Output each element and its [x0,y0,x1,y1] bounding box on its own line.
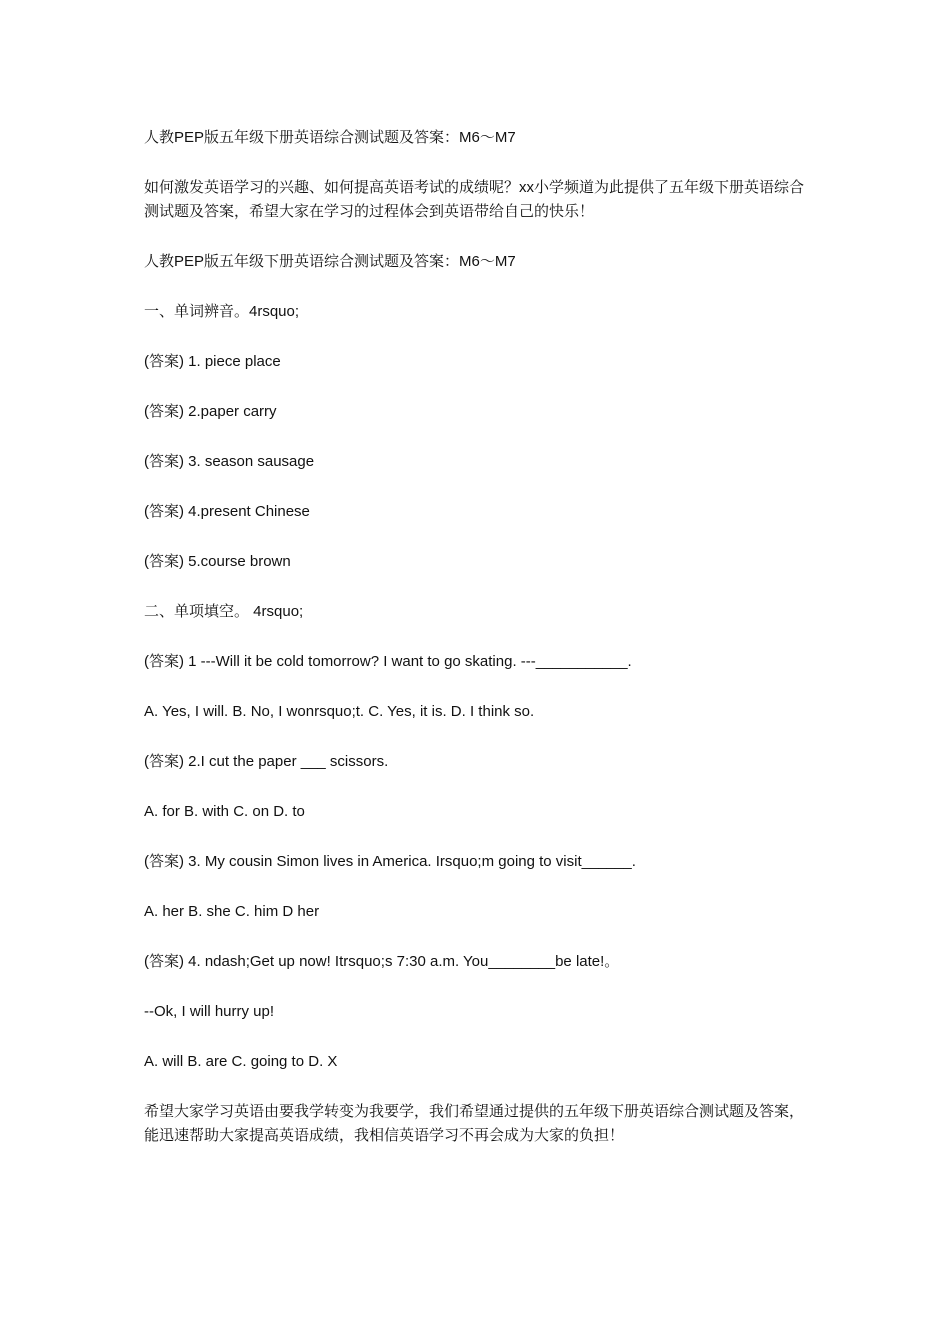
document-title: 人教PEP版五年级下册英语综合测试题及答案：M6～M7 [144,129,516,146]
document-body [144,126,814,1148]
dialogue-line: --Ok, I will hurry up! [144,1003,275,1020]
section1-item: (答案) 2.paper carry [144,403,277,420]
question-line: (答案) 3. My cousin Simon lives in America. Irsquo;m going to visit______. [144,853,636,870]
question-line: (答案) 2.I cut the paper ___ scissors. [144,753,389,770]
section2-heading: 二、单项填空。 4rsquo; [144,603,304,620]
document-subtitle: 人教PEP版五年级下册英语综合测试题及答案：M6～M7 [144,253,516,270]
options-line: A. for B. with C. on D. to [144,803,305,820]
section1-heading: 一、单词辨音。4rsquo; [144,303,300,320]
section1-item: (答案) 4.present Chinese [144,503,310,520]
closing-paragraph: 希望大家学习英语由要我学转变为我要学，我们希望通过提供的五年级下册英语综合测试题及答案，能迅速帮助大家提高英语成绩，我相信英语学习不再会成为大家的负担！ [144,1103,805,1144]
section1-item: (答案) 5.course brown [144,553,291,570]
question-line: (答案) 1 ---Will it be cold tomorrow? I want to go skating. ---___________. [144,653,632,670]
section1-item: (答案) 3. season sausage [144,453,315,470]
options-line: A. her B. she C. him D her [144,903,320,920]
question-line: (答案) 4. ndash;Get up now! Itrsquo;s 7:30 a.m. You________be late!。 [144,953,620,970]
options-line: A. Yes, I will. B. No, I wonrsquo;t. C. Yes, it is. D. I think so. [144,703,535,720]
options-line: A. will B. are C. going to D. X [144,1053,338,1070]
section1-item: (答案) 1. piece place [144,353,281,370]
intro-paragraph: 如何激发英语学习的兴趣、如何提高英语考试的成绩呢？xx小学频道为此提供了五年级下册英语综合测试题及答案，希望大家在学习的过程体会到英语带给自己的快乐！ [144,179,805,220]
